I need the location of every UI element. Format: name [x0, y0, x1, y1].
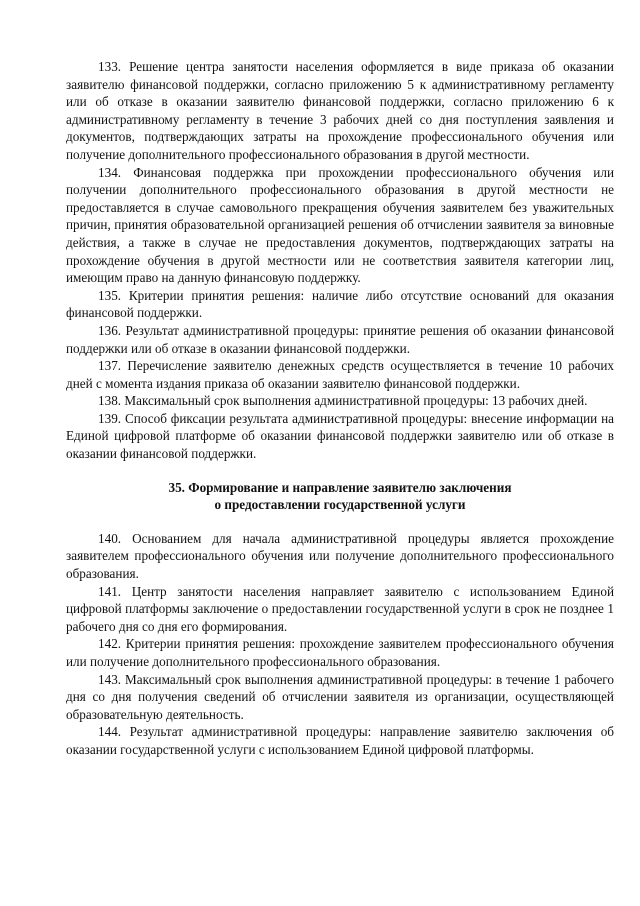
paragraph-144: 144. Результат административной процедуры: направление заявителю заключения об оказании государственной услуги с использованием Единой цифровой платформы. — [66, 724, 614, 757]
section-heading-line1: 35. Формирование и направление заявителю заключения — [168, 479, 512, 495]
paragraph-133: 133. Решение центра занятости населения оформляется в виде приказа об оказании заявителю финансовой поддержки, согласно приложению 5 к административному регламенту или об отказе в оказании заявителю финансовой поддержки, согласно приложению 6 к административному регламенту в течение 3 рабочих дней со дня поступления заявления и документов, подтверждающих затраты на прохождение профессионального обучения или получение дополнительного профессионального образования в другой местности. — [66, 59, 614, 162]
paragraph-134: 134. Финансовая поддержка при прохождении профессионального обучения или получении дополнительного профессионального образования в другой местности не предоставляется в случае самовольного прекращения обучения заявителем без уважительных причин, принятия образовательной организацией решения об отчислении заявителя за виновные действия, а также в случае не предоставления документов, подтверждающих затраты на прохождение обучения в другой местности или не соответствия заявителя категории лиц, имеющим право на данную финансовую поддержку. — [66, 164, 614, 286]
paragraph-139: 139. Способ фиксации результата административной процедуры: внесение информации на Единой цифровой платформе об оказании финансовой поддержки заявителю или об отказе в оказании финансовой поддержки. — [66, 410, 614, 462]
paragraph-136: 136. Результат административной процедуры: принятие решения об оказании финансовой поддержки или об отказе в оказании финансовой поддержки. — [66, 322, 614, 356]
paragraphs-before — [66, 58, 614, 463]
section-heading — [66, 479, 614, 514]
paragraph-135: 135. Критерии принятия решения: наличие либо отсутствие оснований для оказания финансовой поддержки. — [66, 287, 614, 321]
paragraph-143: 143. Максимальный срок выполнения административной процедуры: в течение 1 рабочего дня со дня получения сведений об отчислении заявителя из организации, осуществляющей образовательную деятельность. — [66, 671, 614, 722]
paragraphs-after — [66, 530, 614, 759]
section-heading-line2: о предоставлении государственной услуги — [214, 497, 466, 513]
paragraph-141: 141. Центр занятости населения направляет заявителю с использованием Единой цифровой платформы заключение о предоставлении государственной услуги в срок не позднее 1 рабочего дня со дня его формирования. — [66, 583, 614, 634]
paragraph-138: 138. Максимальный срок выполнения административной процедуры: 13 рабочих дней. — [98, 393, 588, 409]
paragraph-137: 137. Перечисление заявителю денежных средств осуществляется в течение 10 рабочих дней с момента издания приказа об оказании заявителю финансовой поддержки. — [66, 358, 614, 391]
paragraph-142: 142. Критерии принятия решения: прохождение заявителем профессионального обучения или получение дополнительного профессионального образования. — [66, 636, 614, 669]
paragraph-140: 140. Основанием для начала административной процедуры является прохождение заявителем профессионального обучения или получение дополнительного профессионального образования. — [66, 530, 614, 582]
